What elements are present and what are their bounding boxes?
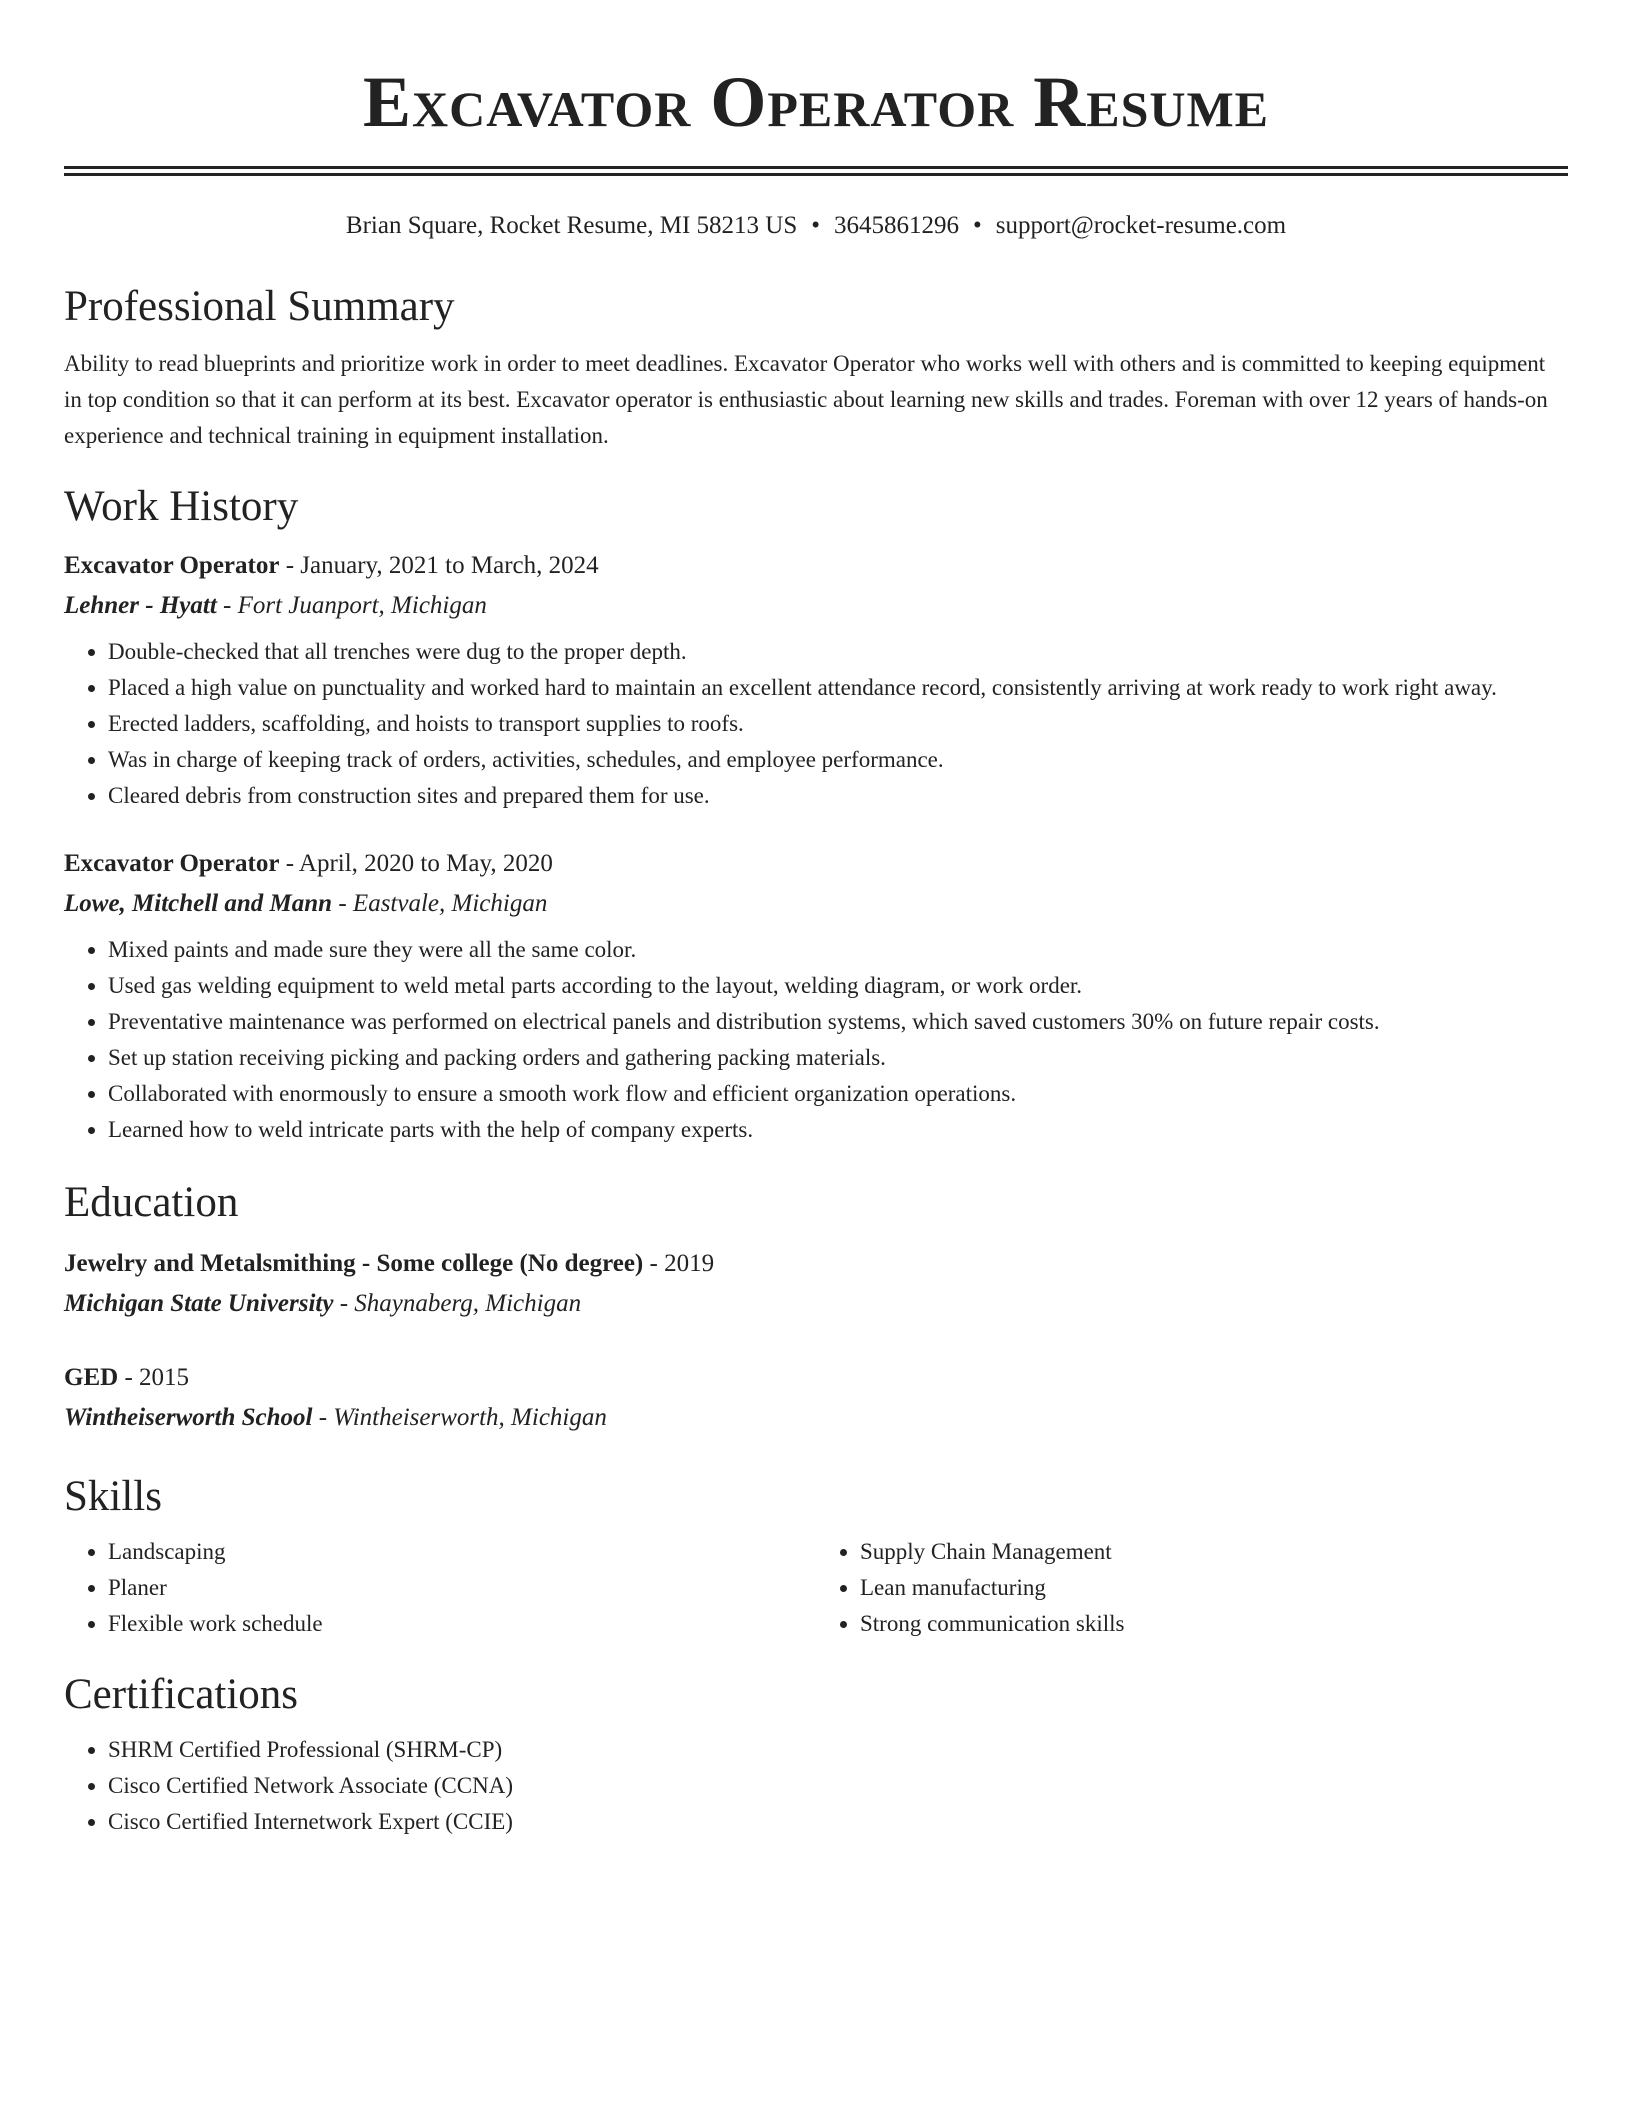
- job-org-line: [64, 884, 1568, 924]
- work-history-section: [64, 482, 1568, 1148]
- contact-separator: •: [973, 212, 982, 239]
- job-title: Excavator Operator: [64, 850, 280, 877]
- contact-phone: 3645861296: [834, 212, 960, 239]
- skills-list-left: [64, 1534, 816, 1642]
- education-entry: [64, 1244, 1568, 1324]
- education-school: Michigan State University: [64, 1290, 334, 1317]
- list-item: • Used gas welding equipment to weld metal parts according to the layout, welding diagram, or work order.: [108, 968, 1568, 1004]
- education-entry: [64, 1358, 1568, 1438]
- contact-email: support@rocket-resume.com: [995, 212, 1287, 239]
- title-divider: [64, 166, 1568, 176]
- summary-text: Ability to read blueprints and prioritize work in order to meet deadlines. Excavator Operator who works well with others and is committed to keeping equipment in top condition so that it can perform at its best. Excavator operator is enthusiastic about learning new skills and trades. Foreman with over 12 years of hands-on experience and technical training in equipment installation.: [64, 351, 1548, 448]
- job-title: Excavator Operator: [64, 552, 280, 579]
- job-location: - Fort Juanport, Michigan: [216, 592, 487, 619]
- skills-section: [64, 1472, 1568, 1642]
- summary-section: [64, 282, 1568, 454]
- job-bullets: [64, 634, 1568, 814]
- skills-list-right: [816, 1534, 1568, 1642]
- list-item: • Flexible work schedule: [108, 1606, 816, 1642]
- job-title-line: [64, 844, 1568, 884]
- list-item: • Strong communication skills: [860, 1606, 1568, 1642]
- skills-heading: Skills: [64, 1473, 162, 1520]
- job-entry: [64, 546, 1568, 814]
- list-item: • Supply Chain Management: [860, 1534, 1568, 1570]
- list-item: • Was in charge of keeping track of orders, activities, schedules, and employee performance.: [108, 742, 1568, 778]
- resume-title: Excavator Operator Resume: [362, 62, 1270, 142]
- education-location: - Wintheiserworth, Michigan: [312, 1404, 607, 1431]
- list-item: • Erected ladders, scaffolding, and hoists to transport supplies to roofs.: [108, 706, 1568, 742]
- education-degree-line: [64, 1244, 1568, 1284]
- list-item: • Cisco Certified Internetwork Expert (CCIE): [108, 1804, 1568, 1840]
- job-company: Lowe, Mitchell and Mann: [64, 890, 333, 917]
- list-item: • Mixed paints and made sure they were all the same color.: [108, 932, 1568, 968]
- education-school: Wintheiserworth School: [64, 1404, 313, 1431]
- summary-heading: Professional Summary: [64, 283, 455, 330]
- work-history-heading: Work History: [64, 483, 299, 530]
- job-bullets: [64, 932, 1568, 1148]
- certifications-section: [64, 1670, 1568, 1840]
- certifications-heading: Certifications: [64, 1671, 299, 1718]
- list-item: • Cisco Certified Network Associate (CCNA): [108, 1768, 1568, 1804]
- education-section: [64, 1178, 1568, 1438]
- education-degree: GED: [64, 1364, 119, 1391]
- education-location: - Shaynaberg, Michigan: [333, 1290, 582, 1317]
- list-item: • Learned how to weld intricate parts with the help of company experts.: [108, 1112, 1568, 1148]
- contact-address: Brian Square, Rocket Resume, MI 58213 US: [345, 212, 798, 239]
- certifications-list: [64, 1732, 1568, 1840]
- skills-grid: [64, 1534, 1568, 1642]
- education-school-line: [64, 1398, 1568, 1438]
- job-company: Lehner - Hyatt: [64, 592, 217, 619]
- education-degree-line: [64, 1358, 1568, 1398]
- education-year: - 2015: [118, 1364, 190, 1391]
- job-dates: - January, 2021 to March, 2024: [279, 552, 599, 579]
- job-title-line: [64, 546, 1568, 586]
- list-item: • Double-checked that all trenches were dug to the proper depth.: [108, 634, 1568, 670]
- job-org-line: [64, 586, 1568, 626]
- education-heading: Education: [64, 1179, 239, 1226]
- list-item: • Collaborated with enormously to ensure a smooth work flow and efficient organization operations.: [108, 1076, 1568, 1112]
- list-item: • Placed a high value on punctuality and worked hard to maintain an excellent attendance record, consistently arriving at work ready to work right away.: [108, 670, 1568, 706]
- contact-separator: •: [811, 212, 821, 239]
- education-degree: Jewelry and Metalsmithing - Some college (No degree): [64, 1250, 644, 1277]
- list-item: • Lean manufacturing: [860, 1570, 1568, 1606]
- list-item: • Cleared debris from construction sites and prepared them for use.: [108, 778, 1568, 814]
- list-item: • SHRM Certified Professional (SHRM-CP): [108, 1732, 1568, 1768]
- contact-line: [64, 210, 1568, 242]
- education-year: - 2019: [643, 1250, 715, 1277]
- education-school-line: [64, 1284, 1568, 1324]
- list-item: • Planer: [108, 1570, 816, 1606]
- list-item: • Preventative maintenance was performed on electrical panels and distribution systems, which saved customers 30% on future repair costs.: [108, 1004, 1568, 1040]
- list-item: • Set up station receiving picking and packing orders and gathering packing materials.: [108, 1040, 1568, 1076]
- job-location: - Eastvale, Michigan: [332, 890, 548, 917]
- list-item: • Landscaping: [108, 1534, 816, 1570]
- job-dates: - April, 2020 to May, 2020: [279, 850, 553, 877]
- job-entry: [64, 844, 1568, 1148]
